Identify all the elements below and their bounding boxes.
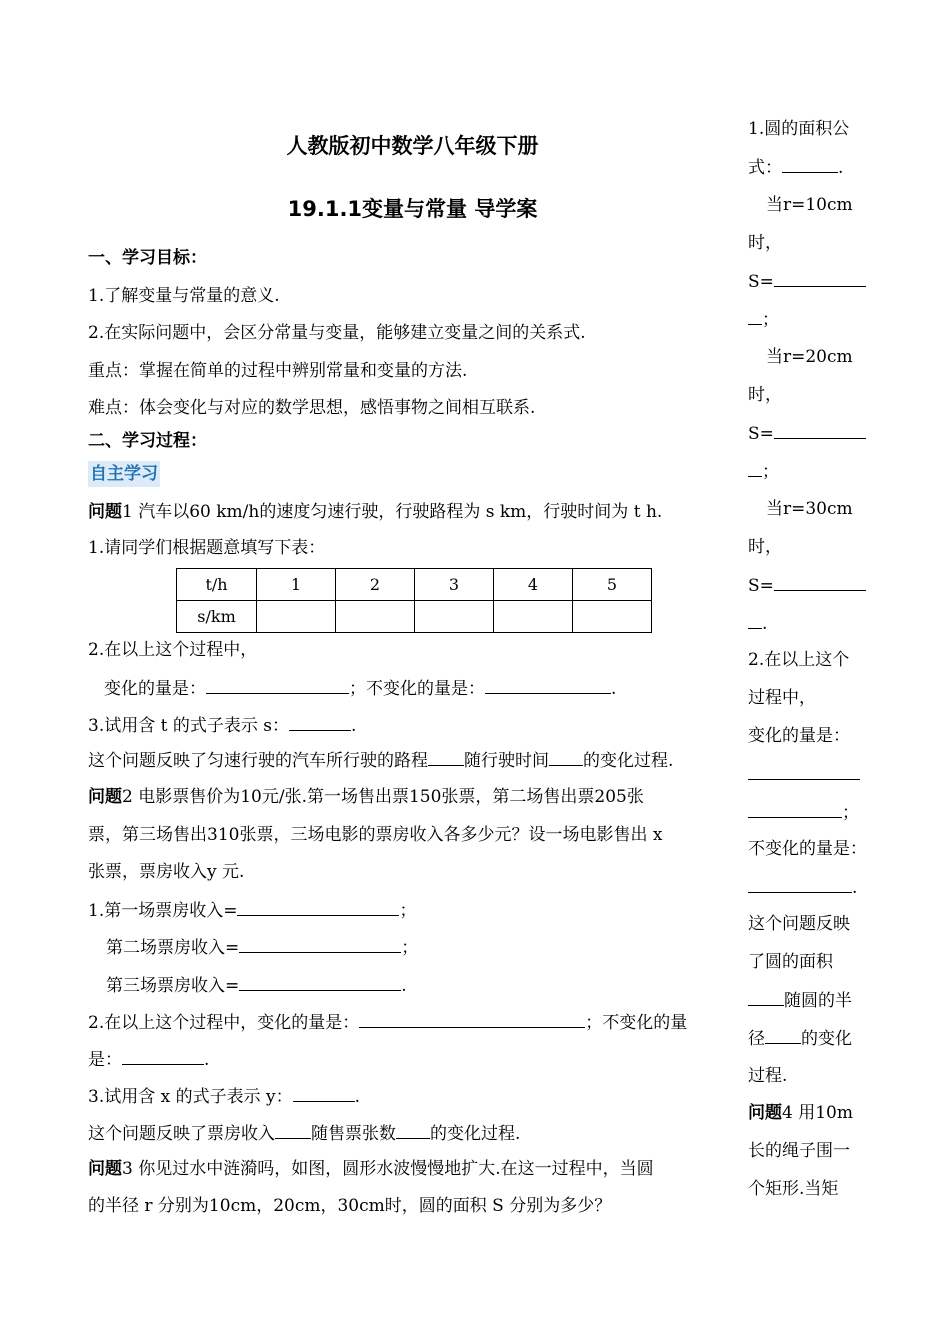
sidebar-line [748, 762, 860, 787]
sidebar-line: 当r=20cm [766, 347, 853, 367]
answer-blank[interactable] [774, 573, 866, 591]
goal-item: 2.在实际问题中，会区分常量与变量，能够建立变量之间的关系式. [88, 323, 586, 343]
punct: . [354, 1087, 361, 1107]
table-row [177, 601, 652, 633]
problem-1-summary [88, 748, 673, 773]
sidebar-line [748, 1026, 852, 1051]
problem-2-q2 [88, 1010, 687, 1035]
sidebar-line [748, 155, 843, 180]
sidebar-line [748, 421, 866, 446]
answer-blank[interactable] [396, 1121, 430, 1139]
label: S= [748, 576, 774, 596]
sidebar-line: 过程. [748, 1066, 788, 1086]
problem-1-q2: 2.在以上这个过程中， [88, 640, 258, 660]
section-heading-goals: 一、学习目标： [88, 248, 207, 268]
answer-blank[interactable] [765, 1026, 801, 1044]
page-title: 人教版初中数学八年级下册 [286, 134, 539, 158]
problem-label: 问题 [88, 1159, 122, 1179]
punct: . [762, 614, 768, 634]
sidebar-line [748, 269, 866, 294]
table-cell: t/h [177, 569, 257, 601]
sidebar-line: 时， [748, 385, 782, 405]
label: 4 用10m [782, 1103, 853, 1123]
label: 径 [748, 1029, 765, 1049]
answer-blank[interactable] [237, 898, 399, 916]
table-cell: 4 [494, 569, 573, 601]
sidebar-line [748, 307, 779, 332]
sidebar-line [748, 875, 857, 900]
self-study-tag: 自主学习 [88, 461, 160, 487]
problem-label: 问题 [88, 787, 122, 807]
label: 第三场票房收入= [106, 976, 240, 996]
problem-1-q3 [88, 713, 356, 738]
label: 随圆的半 [784, 991, 852, 1011]
sidebar-line: 这个问题反映 [748, 914, 850, 934]
answer-blank[interactable] [485, 676, 611, 694]
problem-2-q1c [106, 973, 407, 998]
table-header-row [177, 569, 652, 601]
label: 1.第一场票房收入= [88, 901, 238, 921]
label: 变化的量是： [104, 679, 206, 699]
punct: ； [399, 901, 417, 921]
punct: . [351, 716, 357, 736]
problem-2-q3 [88, 1084, 360, 1109]
sidebar-line: 2.在以上这个 [748, 650, 850, 670]
problem-2-q2-cont [88, 1047, 209, 1072]
answer-blank[interactable] [239, 935, 401, 953]
label: ；不变化的量 [585, 1013, 688, 1033]
table-input-cell[interactable] [257, 601, 336, 633]
problem-3-statement [88, 1157, 654, 1181]
problem-2-text: 票，第三场售出310张票，三场电影的票房收入各多少元？设一场电影售出 x [88, 825, 663, 845]
problem-3-text: 的半径 r 分别为10cm，20cm，30cm时，圆的面积 S 分别为多少？ [88, 1196, 612, 1216]
punct: ； [762, 462, 779, 482]
table-input-cell[interactable] [336, 601, 415, 633]
answer-blank[interactable] [359, 1010, 585, 1028]
sidebar-line: 当r=30cm [766, 499, 853, 519]
table-cell: s/km [177, 601, 257, 633]
answer-blank[interactable] [748, 459, 762, 477]
label: 第二场票房收入= [106, 938, 240, 958]
label: 是： [88, 1050, 122, 1070]
problem-2-statement [88, 785, 644, 809]
answer-blank[interactable] [748, 800, 842, 818]
answer-blank[interactable] [748, 307, 762, 325]
problem-2-q1a [88, 898, 416, 923]
answer-blank[interactable] [206, 676, 349, 694]
punct: ； [842, 803, 859, 823]
answer-blank[interactable] [774, 421, 866, 439]
sidebar-line [748, 459, 779, 484]
answer-blank[interactable] [293, 1084, 355, 1102]
goal-item: 1.了解变量与常量的意义. [88, 286, 280, 306]
answer-blank[interactable] [782, 155, 838, 173]
sidebar-line: 个矩形.当矩 [748, 1179, 839, 1199]
answer-blank[interactable] [122, 1047, 204, 1065]
label: 3.试用含 x 的式子表示 y： [88, 1087, 293, 1107]
label: S= [748, 272, 774, 292]
sidebar-line: 1.圆的面积公 [748, 119, 850, 139]
punct: ； [762, 310, 779, 330]
label: ；不变化的量是： [349, 679, 485, 699]
label: 3.试用含 t 的式子表示 s： [88, 716, 289, 736]
answer-blank[interactable] [748, 611, 762, 629]
label: 的变化过程. [583, 751, 674, 771]
answer-blank[interactable] [549, 748, 583, 766]
label: 的变化 [801, 1029, 852, 1049]
answer-blank[interactable] [748, 988, 784, 1006]
sidebar-line: 变化的量是： [748, 726, 850, 746]
problem-1-q1: 1.请同学们根据题意填写下表： [88, 538, 326, 558]
sidebar-line [748, 1101, 853, 1125]
sidebar-line: 过程中， [748, 688, 816, 708]
sidebar-line [748, 573, 866, 598]
problem-3-text: 3 你见过水中涟漪吗，如图，圆形水波慢慢地扩大.在这一过程中，当圆 [122, 1159, 654, 1179]
punct: . [852, 878, 858, 898]
sidebar-line: 不变化的量是： [748, 839, 867, 859]
punct: . [401, 976, 407, 996]
punct: ； [401, 938, 419, 958]
problem-label: 问题 [748, 1103, 782, 1123]
sidebar-line [748, 611, 767, 636]
sidebar-line: 了圆的面积 [748, 952, 833, 972]
problem-2-summary [88, 1121, 520, 1146]
table-input-cell[interactable] [415, 601, 494, 633]
table-cell: 1 [257, 569, 336, 601]
section-heading-process: 二、学习过程： [88, 431, 207, 451]
sidebar-line: 长的绳子围一 [748, 1141, 850, 1161]
goal-item: 重点：掌握在简单的过程中辨别常量和变量的方法. [88, 361, 468, 381]
label: 随行驶时间 [464, 751, 549, 771]
table-cell: 5 [573, 569, 652, 601]
problem-2-text: 张票，票房收入y 元. [88, 862, 245, 882]
answer-blank[interactable] [774, 269, 866, 287]
answer-blank[interactable] [428, 748, 464, 766]
sidebar-line [748, 800, 859, 825]
label: 这个问题反映了匀速行驶的汽车所行驶的路程 [88, 751, 428, 771]
punct: . [204, 1050, 210, 1070]
answer-blank[interactable] [275, 1121, 311, 1139]
punct: . [611, 679, 617, 699]
answer-blank[interactable] [748, 875, 852, 893]
label: 的变化过程. [430, 1124, 521, 1144]
problem-label: 问题 [88, 502, 122, 522]
label: 式： [748, 158, 782, 178]
table-cell: 3 [415, 569, 494, 601]
table-input-cell[interactable] [573, 601, 652, 633]
problem-2-text: 2 电影票售价为10元/张.第一场售出票150张票，第二场售出票205张 [122, 787, 644, 807]
sidebar-line [748, 988, 852, 1013]
table-cell: 2 [336, 569, 415, 601]
answer-blank[interactable] [748, 762, 860, 780]
distance-time-table [176, 568, 652, 633]
goal-item: 难点：体会变化与对应的数学思想，感悟事物之间相互联系. [88, 398, 536, 418]
answer-blank[interactable] [289, 713, 351, 731]
label: S= [748, 424, 774, 444]
page-subtitle: 19.1.1变量与常量 导学案 [287, 197, 538, 221]
label: 2.在以上这个过程中，变化的量是： [88, 1013, 360, 1033]
sidebar-line: 时， [748, 537, 782, 557]
answer-blank[interactable] [239, 973, 401, 991]
problem-1-text: 1 汽车以60 km/h的速度匀速行驶，行驶路程为 s km，行驶时间为 t h. [122, 502, 663, 522]
sidebar-line: 时， [748, 233, 782, 253]
problem-1-statement [88, 500, 662, 524]
table-input-cell[interactable] [494, 601, 573, 633]
problem-2-q1b [106, 935, 418, 960]
label: 这个问题反映了票房收入 [88, 1124, 275, 1144]
label: 随售票张数 [311, 1124, 396, 1144]
sidebar-line: 当r=10cm [766, 195, 853, 215]
punct: . [838, 158, 844, 178]
problem-1-q2-answers [104, 676, 616, 701]
